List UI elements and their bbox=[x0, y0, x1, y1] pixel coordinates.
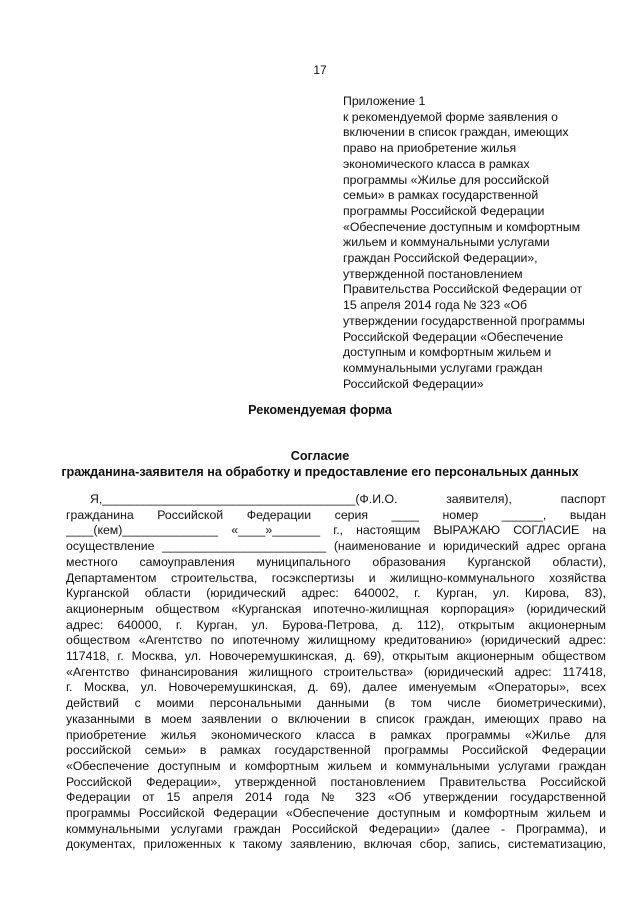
body-line: Курганской области (юридический адрес: 640002, г. Курган, ул. Кирова, 83), bbox=[66, 586, 606, 601]
appendix-line: 15 апреля 2014 года № 323 «Об bbox=[343, 298, 528, 313]
appendix-line: «Обеспечение доступным и комфортным bbox=[343, 219, 581, 234]
body-line: Федерации от 15 апреля 2014 года № 323 «Об утверждении государственной bbox=[66, 790, 606, 805]
appendix-line: утверждении государственной программы bbox=[343, 313, 585, 328]
consent-title bbox=[0, 448, 640, 480]
appendix-line: семьи» в рамках государственной bbox=[343, 188, 539, 203]
consent-title-line: Согласие bbox=[290, 449, 350, 463]
appendix-line: Приложение 1 bbox=[343, 94, 426, 108]
body-line: приобретение жилья экономического класса в рамках программы «Жилье для bbox=[66, 727, 606, 742]
appendix-line: Российской Федерации «Обеспечение bbox=[343, 329, 564, 344]
body-line: российской семьи» в рамках государственной программы Российской Федерации bbox=[66, 743, 606, 758]
appendix-line: доступным и комфортным жильем и bbox=[343, 345, 552, 360]
body-line: акционерным обществом «Курганская ипотечно-жилищная корпорация» (юридический bbox=[66, 601, 606, 616]
appendix-line: утвержденной постановлением bbox=[343, 266, 523, 281]
appendix-line: программы Российской Федерации bbox=[343, 203, 545, 218]
appendix-line: включении в список граждан, имеющих bbox=[343, 125, 569, 140]
body-line: действий с моими персональными данными (в том числе биометрическими), bbox=[66, 696, 606, 711]
body-line: «Агентство финансирования жилищного строительства» (юридический адрес: 117418, bbox=[66, 664, 606, 679]
body-line: Департаментом строительства, госэкспертизы и жилищно-коммунального хозяйства bbox=[66, 570, 606, 585]
appendix-line: Правительства Российской Федерации от bbox=[343, 282, 583, 297]
body-line: адрес: 640000, г. Курган, ул. Бурова-Петрова, д. 112), открытым акционерным bbox=[66, 617, 606, 632]
appendix-line: право на приобретение жилья bbox=[343, 141, 517, 156]
body-line: ____(кем)______________ «____»_______ г., настоящим ВЫРАЖАЮ СОГЛАСИЕ на bbox=[66, 523, 606, 538]
body-line: обществом «Агентство по ипотечному жилищному кредитованию» (юридический адрес: bbox=[66, 633, 606, 648]
consent-body bbox=[66, 492, 606, 853]
form-label: Рекомендуемая форма bbox=[248, 403, 392, 417]
body-line: местного самоуправления муниципального образования Курганской области), bbox=[66, 554, 606, 569]
appendix-line: жильем и коммунальными услугами bbox=[343, 235, 550, 250]
consent-title-line: гражданина-заявителя на обработку и предоставление его персональных данных bbox=[61, 465, 579, 479]
body-line: г. Москва, ул. Новочеремушкинская, д. 69), далее именуемым «Операторы», всех bbox=[66, 680, 606, 695]
body-line: программы Российской Федерации «Обеспечение доступным и комфортным жильем и bbox=[66, 806, 606, 821]
body-line: осуществление ________________________ (наименование и юридический адрес органа bbox=[66, 539, 606, 554]
appendix-line: программы «Жилье для российской bbox=[343, 172, 550, 187]
body-line: Российской Федерации», утвержденной постановлением Правительства Российской bbox=[66, 774, 606, 789]
body-line: «Обеспечение доступным и комфортным жильем и коммунальными услугами граждан bbox=[66, 758, 606, 773]
appendix-line: экономического класса в рамках bbox=[343, 156, 530, 171]
page-number: 17 bbox=[313, 63, 327, 77]
appendix-line: коммунальными услугами граждан bbox=[343, 360, 543, 375]
appendix-line: граждан Российской Федерации», bbox=[343, 251, 538, 266]
appendix-line: Российской Федерации» bbox=[343, 376, 484, 391]
body-line: Я,_____________________________________(Ф.И.О. заявителя), паспорт bbox=[90, 492, 606, 506]
body-line: документах, приложенных к такому заявлению, включая сбор, запись, систематизацию, bbox=[66, 837, 606, 852]
body-line: коммунальными услугами граждан Российской Федерации» (далее - Программа), и bbox=[66, 821, 606, 836]
appendix-header bbox=[343, 94, 605, 392]
body-line: указанными в моем заявлении о включении в список граждан, имеющих право на bbox=[66, 711, 606, 726]
body-line: 117418, г. Москва, ул. Новочеремушкинская, д. 69), открытым акционерным обществом bbox=[66, 649, 606, 664]
body-line: гражданина Российской Федерации серия ____ номер ______, выдан bbox=[66, 507, 606, 522]
appendix-line: к рекомендуемой форме заявления о bbox=[343, 109, 558, 124]
